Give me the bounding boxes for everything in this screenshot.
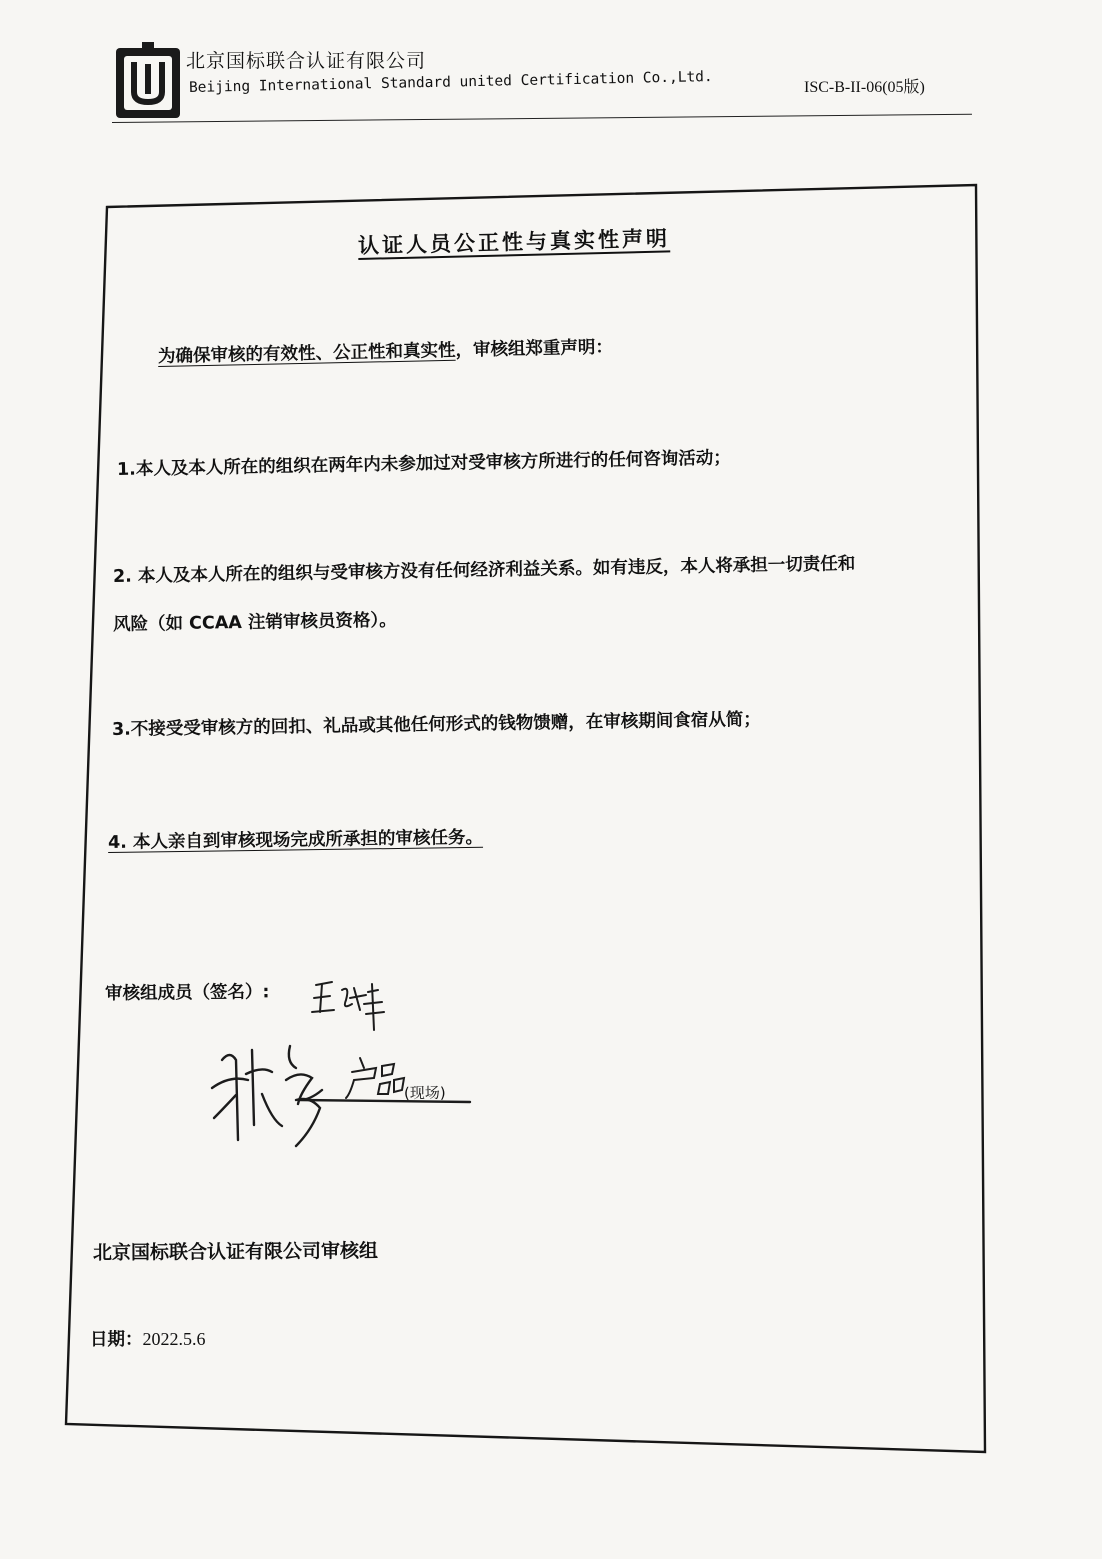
intro-underlined: 为确保审核的有效性、公正性和真实性 [157,340,456,367]
clause-2-line-2: 风险（如 CCAA 注销审核员资格）。 [112,610,397,635]
declaration-title: 认证人员公正性与真实性声明 [357,226,671,258]
clause-3: 3.不接受受审核方的回扣、礼品或其他任何形式的钱物馈赠，在审核期间食宿从简； [111,709,761,740]
date-line [90,1326,206,1351]
document-code: ISC-B-II-06(05版) [804,79,925,96]
members-signature-label: 审核组成员（签名）: [104,982,270,1004]
onsite-note: (现场) [403,1083,446,1103]
company-name-en: Beijing International Standard united Certification Co.,Ltd. [188,69,713,96]
clause-1: 1.本人及本人所在的组织在两年内未参加过对受审核方所进行的任何咨询活动； [116,448,731,480]
date-label: 日期： [90,1330,143,1350]
clause-4: 4. 本人亲自到审核现场完成所承担的审核任务。 [107,827,484,853]
clause-2-line-1: 2. 本人及本人所在的组织与受审核方没有任何经济利益关系。如有违反，本人将承担一切责任和 [112,554,856,587]
company-name-cn: 北京国标联合认证有限公司 [186,50,427,72]
date-value: 2022.5.6 [142,1329,206,1349]
intro-rest: ，审核组郑重声明： [455,337,614,361]
audit-group-name: 北京国标联合认证有限公司审核组 [92,1240,379,1264]
